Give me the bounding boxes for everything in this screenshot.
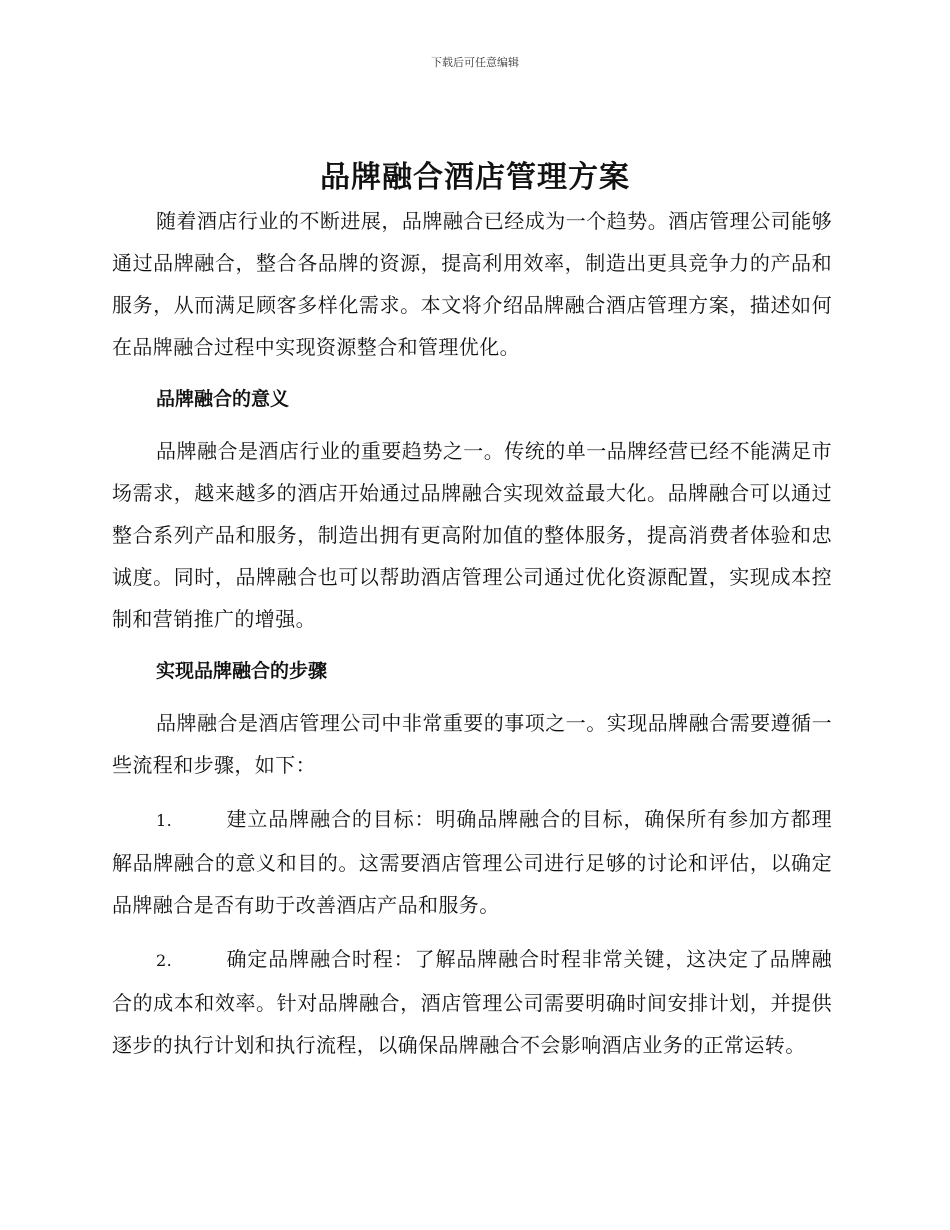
section-paragraph-significance: 品牌融合是酒店行业的重要趋势之一。传统的单一品牌经营已经不能满足市场需求，越来越多的酒店开始通过品牌融合实现效益最大化。品牌融合可以通过整合系列产品和服务，制造出拥有更高附加值的整体服务，提高消费者体验和忠诚度。同时，品牌融合也可以帮助酒店管理公司通过优化资源配置，实现成本控制和营销推广的增强。 xyxy=(112,439,832,631)
list-item xyxy=(112,938,832,1066)
list-item xyxy=(112,798,832,926)
intro-paragraph: 随着酒店行业的不断进展，品牌融合已经成为一个趋势。酒店管理公司能够通过品牌融合，整合各品牌的资源，提高利用效率，制造出更具竞争力的产品和服务，从而满足顾客多样化需求。本文将介绍品牌融合酒店管理方案，描述如何在品牌融合过程中实现资源整合和管理优化。 xyxy=(112,209,832,359)
section-paragraph-steps: 品牌融合是酒店管理公司中非常重要的事项之一。实现品牌融合需要遵循一些流程和步骤，如下： xyxy=(112,711,832,777)
section-heading-steps: 实现品牌融合的步骤 xyxy=(156,660,328,682)
list-item-number: 1. xyxy=(156,811,173,830)
list-item-number: 2. xyxy=(156,951,173,970)
page-header-note: 下载后可任意编辑 xyxy=(431,56,519,69)
section-heading-significance: 品牌融合的意义 xyxy=(156,388,290,410)
document-body xyxy=(112,200,832,1066)
list-item-text: 建立品牌融合的目标：明确品牌融合的目标，确保所有参加方都理解品牌融合的意义和目的。这需要酒店管理公司进行足够的讨论和评估，以确定品牌融合是否有助于改善酒店产品和服务。 xyxy=(112,807,832,917)
list-item-text: 确定品牌融合时程：了解品牌融合时程非常关键，这决定了品牌融合的成本和效率。针对品牌融合，酒店管理公司需要明确时间安排计划，并提供逐步的执行计划和执行流程，以确保品牌融合不会影响酒店业务的正常运转。 xyxy=(112,947,832,1057)
document-title: 品牌融合酒店管理方案 xyxy=(320,160,630,195)
